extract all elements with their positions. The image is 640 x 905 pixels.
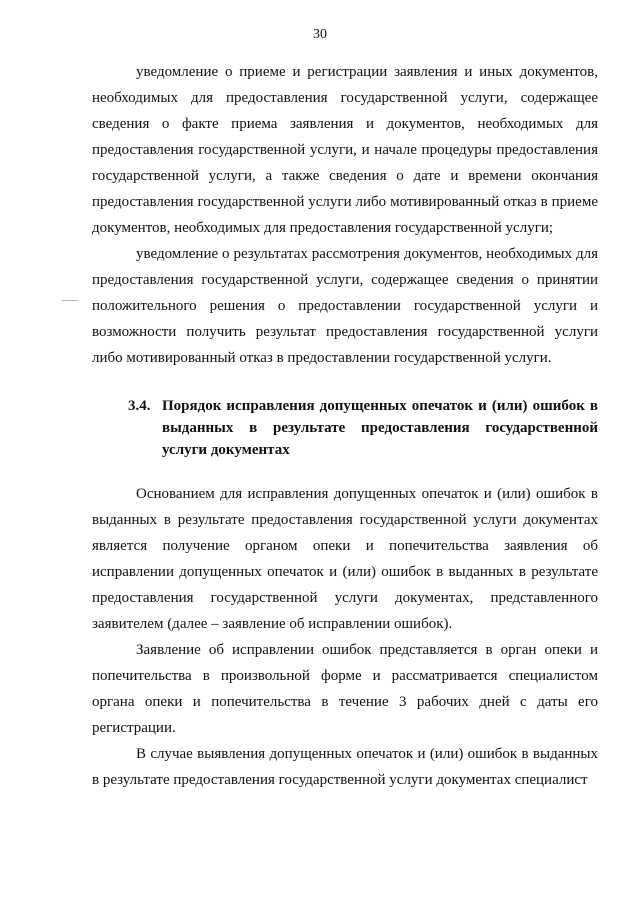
paragraph-correction-basis: Основанием для исправления допущенных опечаток и (или) ошибок в выданных в результате предоставления государственной услуги документах является получение органом опеки и попечительства заявления об исправлении допущенных опечаток и (или) ошибок в выданных в результате предоставления государственной услуги документах, представленного заявителем (далее – заявление об исправлении ошибок). [92, 486, 598, 632]
margin-mark [62, 300, 78, 301]
document-body [92, 59, 598, 793]
page-number: 30 [313, 27, 327, 42]
section-number: 3.4. [128, 398, 151, 414]
section-heading [92, 395, 598, 461]
paragraph-notification-receipt: уведомление о приеме и регистрации заявления и иных документов, необходимых для предоставления государственной услуги, содержащее сведения о факте приема заявления и документов, необходимых для предоставления государственной услуги, и начале процедуры предоставления государственной услуги, а также сведения о дате и времени окончания предоставления государственной услуги либо мотивированный отказ в приеме документов, необходимых для предоставления государственной услуги; [92, 64, 598, 236]
paragraph-notification-results: уведомление о результатах рассмотрения документов, необходимых для предоставления государственной услуги, содержащее сведения о принятии положительного решения о предоставлении государственной услуги и возможности получить результат предоставления государственной услуги либо мотивированный отказ в предоставлении государственной услуги. [92, 246, 598, 366]
paragraph-correction-detected: В случае выявления допущенных опечаток и (или) ошибок в выданных в результате предоставления государственной услуги документах специалист [92, 746, 598, 788]
section-title: Порядок исправления допущенных опечаток и (или) ошибок в выданных в результате предоставления государственной услуги документах [162, 398, 598, 458]
paragraph-correction-application: Заявление об исправлении ошибок представляется в орган опеки и попечительства в произвольной форме и рассматривается специалистом органа опеки и попечительства в течение 3 рабочих дней с даты его регистрации. [92, 642, 598, 736]
